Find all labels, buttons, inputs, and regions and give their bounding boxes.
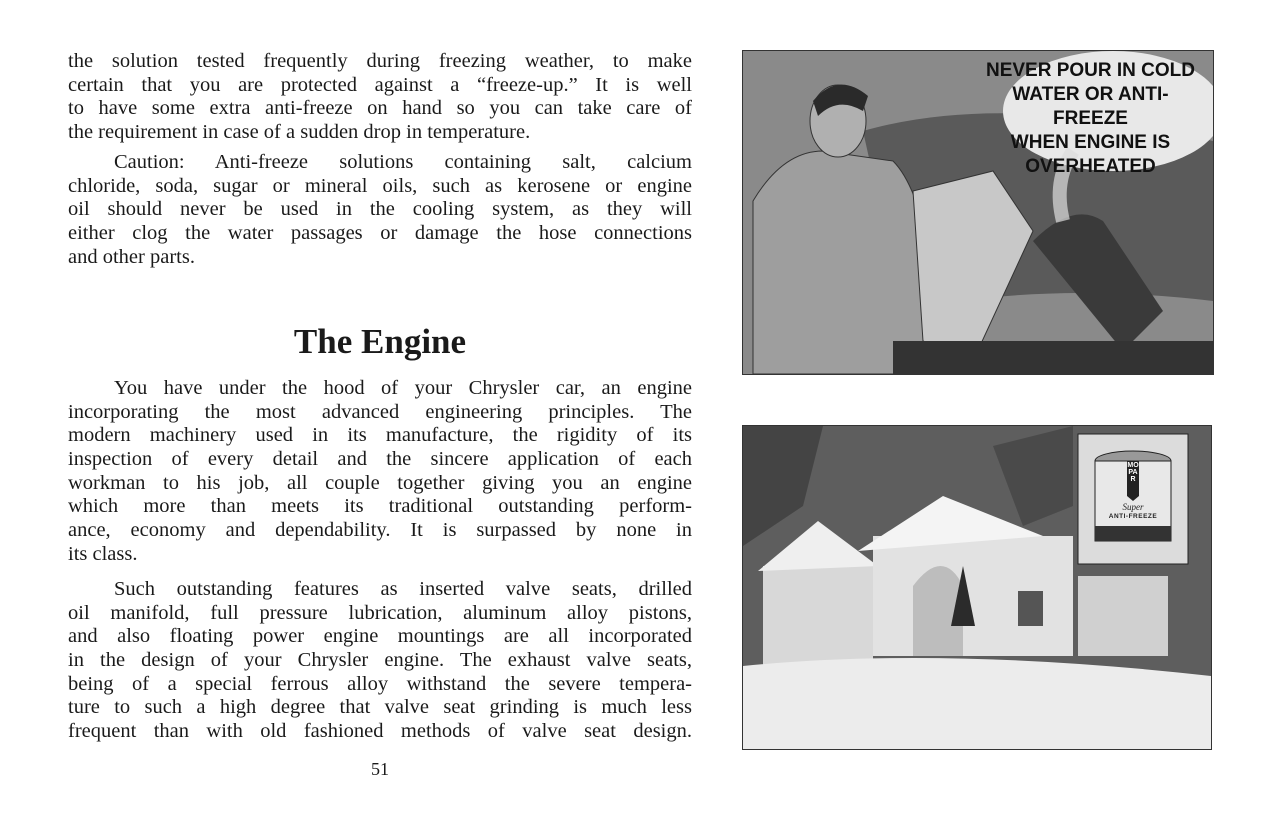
section-title: The Engine <box>293 322 467 361</box>
can-super-label: Super <box>1122 502 1144 512</box>
text-line: certain that you are protected against a “freeze-up.” It is well <box>68 73 692 96</box>
text-line: the solution tested frequently during freezing weather, to make <box>68 50 692 72</box>
warning-callout <box>983 59 1198 179</box>
text-line: which more than meets its traditional outstanding perform- <box>68 495 692 518</box>
callout-line: WATER OR ANTI-FREEZE <box>1012 84 1169 129</box>
text-line: the requirement in case of a sudden drop in temperature. <box>68 121 531 144</box>
text-line: and also floating power engine mountings are all incorporated <box>68 625 692 648</box>
text-line: being of a special ferrous alloy withstand the severe tempera- <box>68 672 692 695</box>
text-line: inspection of every detail and the sincere application of each <box>68 448 692 471</box>
callout-line: NEVER POUR IN COLD <box>985 60 1196 81</box>
page-number: 51 <box>371 759 389 779</box>
text-line: either clog the water passages or damage the hose connections <box>68 222 692 245</box>
photo-snowy-house <box>742 425 1212 750</box>
text-line: and other parts. <box>68 245 195 268</box>
illustration-man-pouring-antifreeze <box>742 50 1214 375</box>
text-line: Such outstanding features as inserted valve seats, drilled <box>114 578 692 600</box>
text-line: incorporating the most advanced engineering principles. The <box>68 400 692 423</box>
callout-line: OVERHEATED <box>1025 156 1156 177</box>
text-line: in the design of your Chrysler engine. The exhaust valve seats, <box>68 649 692 672</box>
text-line: ance, economy and dependability. It is surpassed by none in <box>68 519 692 542</box>
can-brand-label: MOPAR <box>1127 462 1139 483</box>
paragraph-caution <box>68 151 692 269</box>
text-line: You have under the hood of your Chrysler car, an engine <box>114 377 692 399</box>
text-line: oil should never be used in the cooling system, as they will <box>68 198 692 221</box>
text-line: Caution: Anti-freeze solutions containing salt, calcium <box>114 151 692 173</box>
text-line: oil manifold, full pressure lubrication, aluminum alloy pistons, <box>68 601 692 624</box>
text-line: frequent than with old fashioned methods of valve seat design. <box>68 720 692 743</box>
paragraph-antifreeze-testing <box>68 50 692 145</box>
house-photo <box>743 426 1211 749</box>
can-product-label: ANTI-FREEZE <box>1108 513 1158 520</box>
text-line: to have some extra anti-freeze on hand so you can take care of <box>68 97 692 120</box>
text-line: chloride, soda, sugar or mineral oils, such as kerosene or engine <box>68 174 692 197</box>
callout-line: WHEN ENGINE IS <box>1010 132 1171 153</box>
text-line: workman to his job, all couple together giving you an engine <box>68 471 692 494</box>
text-line: modern machinery used in its manufacture, the rigidity of its <box>68 424 692 447</box>
paragraph-engine-intro <box>68 377 692 567</box>
text-line: its class. <box>68 542 138 565</box>
text-line: ture to such a high degree that valve seat grinding is much less <box>68 696 692 719</box>
paragraph-engine-features <box>68 578 692 744</box>
